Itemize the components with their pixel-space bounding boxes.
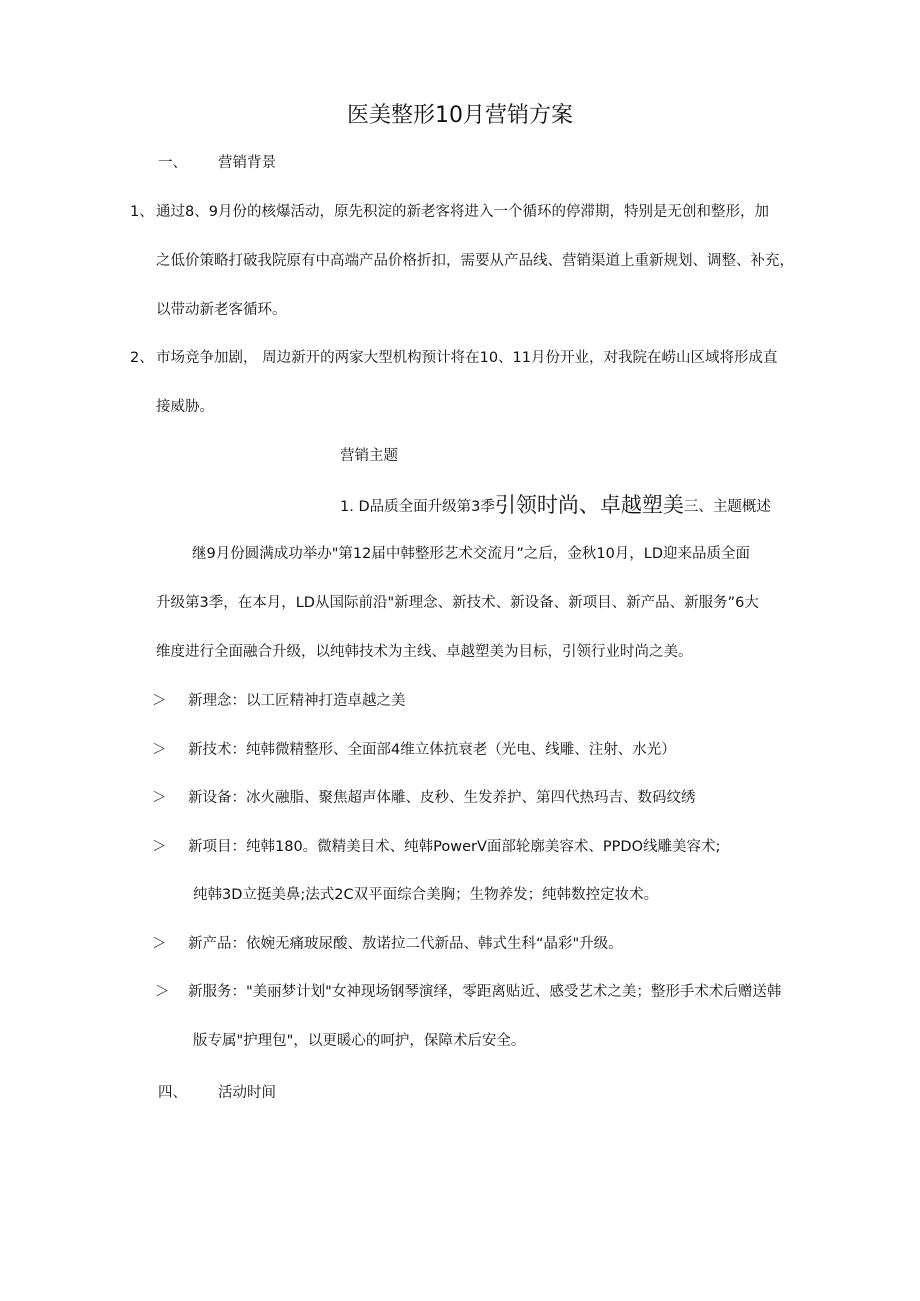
bullet-arrow-icon: ＞: [152, 839, 167, 855]
bullet-arrow-icon: ＞: [152, 790, 167, 806]
section-heading-overview: 三、主题概述: [683, 499, 771, 515]
point-number: 1、: [130, 204, 154, 220]
section-heading-time: 活动时间: [218, 1085, 276, 1101]
paragraph-line: 通过8、9月份的核爆活动，原先积淀的新老客将进入一个循环的停滞期，特别是无创和整形，加: [156, 204, 769, 220]
bullet-item-continuation: 版专属"护理包"，以更暖心的呵护，保障术后安全。: [193, 1033, 526, 1049]
point-number: 2、: [130, 350, 154, 366]
bullet-arrow-icon: ＞: [152, 693, 167, 709]
theme-prefix: 1. D品质全面升级第3季: [340, 499, 495, 515]
section-heading-theme: 营销主题: [340, 448, 398, 464]
bullet-arrow-icon: ＞: [152, 936, 167, 952]
paragraph-line: 升级第3季，在本月，LD从国际前沿"新理念、新技术、新设备、新项目、新产品、新服务”6大: [156, 595, 759, 611]
bullet-item: 新理念：以工匠精神打造卓越之美: [188, 693, 406, 709]
paragraph-line: 接威胁。: [156, 399, 214, 415]
bullet-arrow-icon: ＞: [155, 984, 170, 1000]
theme-slogan: 引领时尚、卓越塑美: [494, 493, 684, 517]
paragraph-line: 继9月份圆满成功举办"第12届中韩整形艺术交流月”之后，金秋10月，LD迎来品质全面: [192, 546, 751, 562]
document-title: 医美整形10月营销方案: [347, 103, 573, 128]
section-heading-background: 营销背景: [218, 155, 276, 171]
paragraph-line: 市场竞争加剧， 周边新开的两家大型机构预计将在10、11月份开业，对我院在崂山区域将形成直: [156, 350, 778, 366]
bullet-item: 新技术：纯韩微精整形、全面部4维立体抗衰老（光电、线雕、注射、水光）: [188, 742, 676, 758]
paragraph-line: 之低价策略打破我院原有中高端产品价格折扣，需要从产品线、营销渠道上重新规划、调整、补充，: [156, 253, 794, 269]
bullet-arrow-icon: ＞: [152, 742, 167, 758]
bullet-item-continuation: 纯韩3D立挺美鼻;法式2C双平面综合美胸；生物养发；纯韩数控定妆术。: [193, 887, 659, 903]
bullet-item: 新设备：冰火融脂、聚焦超声体雕、皮秒、生发养护、第四代热玛吉、数码纹绣: [188, 790, 696, 806]
paragraph-line: 维度进行全面融合升级，以纯韩技术为主线、卓越塑美为目标，引领行业时尚之美。: [156, 644, 693, 660]
bullet-item: 新产品：依婉无痛玻尿酸、敖诺拉二代新品、韩式生科“晶彩"升级。: [188, 936, 623, 952]
paragraph-line: 以带动新老客循环。: [156, 302, 287, 318]
theme-line: [340, 493, 771, 519]
bullet-item: 新项目：纯韩180。微精美目术、纯韩PowerV面部轮廓美容术、PPDO线雕美容术;: [188, 839, 721, 855]
section-number-time: 四、: [158, 1085, 187, 1101]
section-number-background: 一、: [158, 155, 187, 171]
bullet-item: 新服务："美丽梦计划"女神现场钢琴演绎，零距离贴近、感受艺术之美；整形手术术后赠送韩: [188, 984, 782, 1000]
